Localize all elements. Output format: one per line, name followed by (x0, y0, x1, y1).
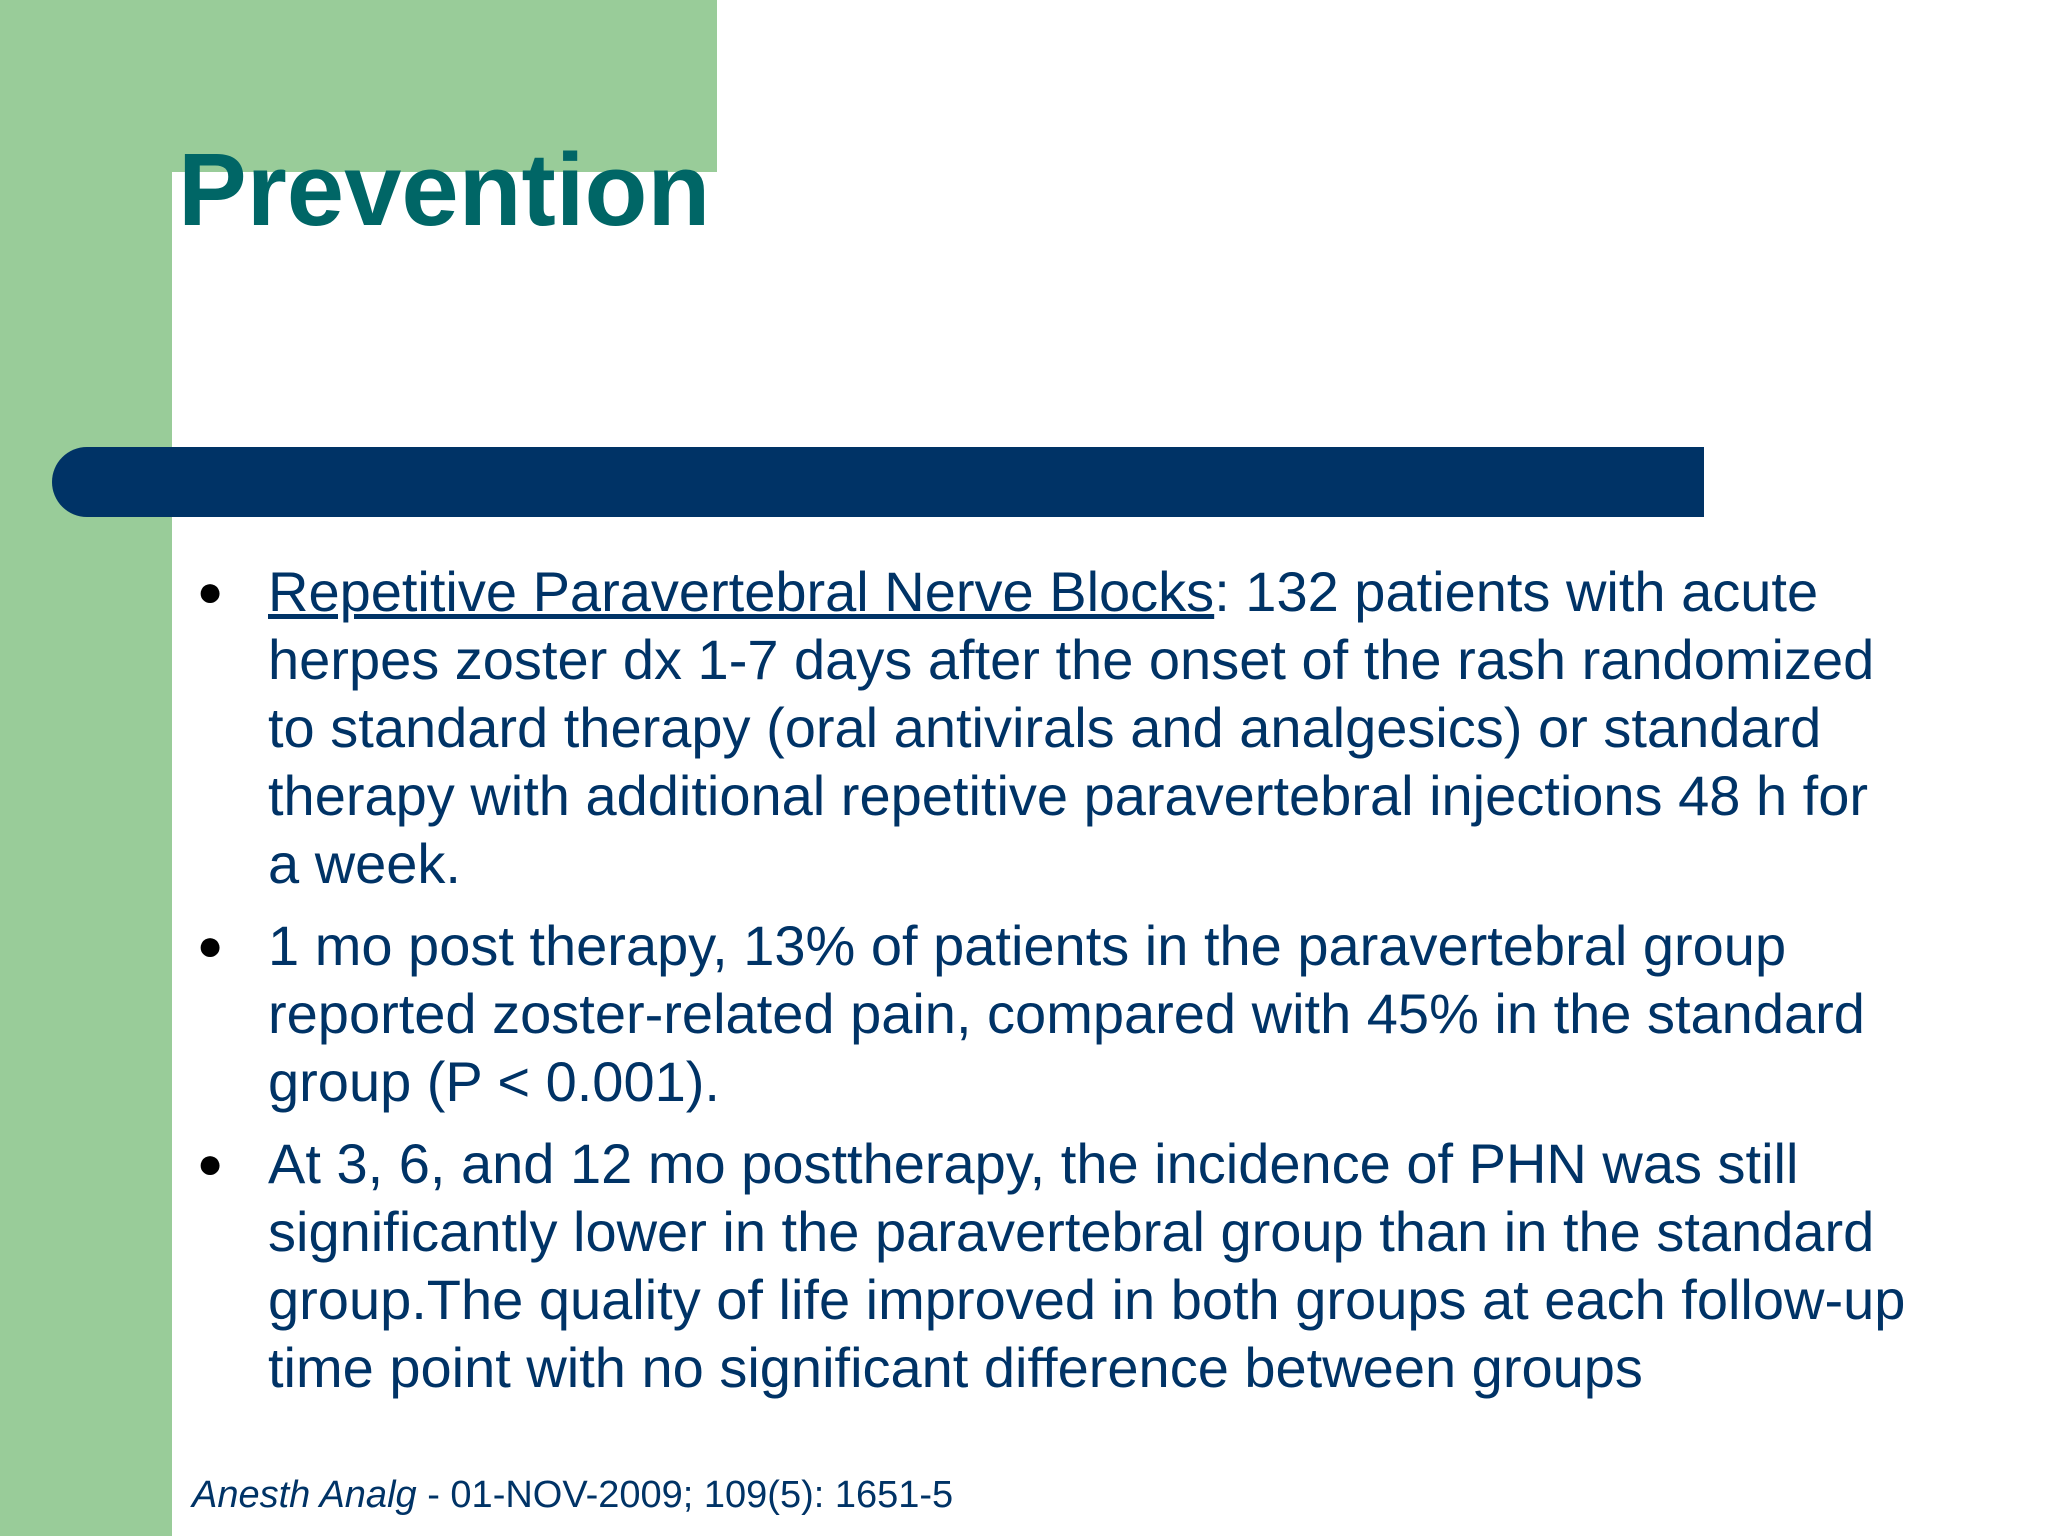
bullet-list (196, 558, 1908, 1416)
nerve-blocks-link[interactable]: Repetitive Paravertebral Nerve Blocks (268, 560, 1215, 623)
bullet-text: 1 mo post therapy, 13% of patients in the paravertebral group reported zoster-related pain, compared with 45% in the standard group (P < 0.001). (268, 914, 1865, 1113)
slide-title: Prevention (178, 132, 711, 247)
green-side-band (0, 0, 172, 1536)
title-divider-bar (52, 447, 1704, 517)
bullet-dot-icon: ● (196, 567, 224, 616)
bullet-text: At 3, 6, and 12 mo posttherapy, the incidence of PHN was still significantly lower in the paravertebral group than in the standard group.The quality of life improved in both groups at each follow-up time point with no significant difference between groups (268, 1132, 1906, 1399)
bullet-dot-icon: ● (196, 921, 224, 970)
citation (192, 1472, 953, 1518)
bullet-item (196, 558, 1908, 898)
citation-journal: Anesth Analg (192, 1474, 417, 1516)
bullet-item (196, 1130, 1908, 1402)
citation-details: - 01-NOV-2009; 109(5): 1651-5 (416, 1474, 954, 1516)
bullet-dot-icon: ● (196, 1139, 224, 1188)
bullet-item (196, 912, 1908, 1116)
bullet-text: : 132 patients with acute herpes zoster dx 1-7 days after the onset of the rash randomized to standard therapy (oral antivirals and analgesics) or standard therapy with additional repetitive paravertebral injections 48 h for a week. (268, 560, 1875, 895)
